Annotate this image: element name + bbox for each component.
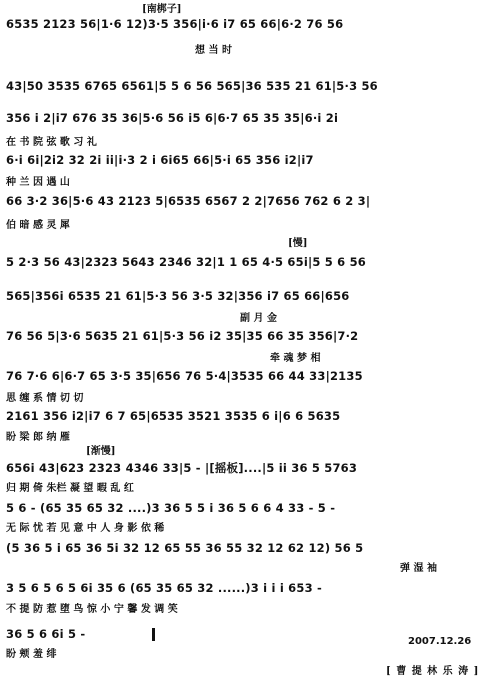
notation-line-15: 36 5 6 6i 5 -	[6, 627, 86, 641]
lyrics-line-5: 伯 暗 感 灵 犀	[6, 220, 70, 231]
lyrics-line-4: 种 兰 因 遇 山	[6, 177, 70, 188]
notation-line-6: 5 2·3 56 43|2323 5643 2346 32|1 1 65 4·5 65i|5 5 6 56	[6, 255, 366, 269]
lyrics-line-13: 弹 湿 袖	[400, 563, 437, 574]
lyrics-line-7: 副 月 金	[240, 313, 277, 324]
notation-line-14: 3 5 6 5 6 5 6i 35 6 (65 35 65 32 ......)3 i i i 653 -	[6, 581, 322, 595]
lyrics-line-1: 想 当 时	[195, 45, 232, 56]
notation-line-1: 6535 2123 56|1·6 12)3·5 356|i·6 i7 65 66|6·2 76 56	[6, 17, 344, 31]
notation-line-3: 356 i 2|i7 676 35 36|5·6 56 i5 6|6·7 65 35 35|6·i 2i	[6, 111, 339, 125]
notation-line-13: (5 36 5 i 65 36 5i 32 12 65 55 36 55 32 12 62 12) 56 5	[6, 541, 364, 555]
credit-signature: [ 曹 提 林 乐 涛 ]	[386, 666, 480, 677]
lyrics-line-14: 不 提 防 惹 堕 鸟 惊 小 宁 馨 发 调 笑	[6, 604, 178, 615]
notation-line-9: 76 7·6 6|6·7 65 3·5 35|656 76 5·4|3535 66 44 33|2135	[6, 369, 363, 383]
lyrics-line-9: 思 缠 系 情 切 切	[6, 393, 84, 404]
notation-line-2: 43|50 3535 6765 6561|5 5 6 56 565|36 535 21 61|5·3 56	[6, 79, 378, 93]
lyrics-line-12: 无 际 忧 若 见 意 中 人 身 影 依 稀	[6, 523, 165, 534]
final-barline	[152, 628, 155, 641]
lyrics-line-3: 在 书 院 弦 歌 习 礼	[6, 137, 97, 148]
notation-line-10: 2161 356 i2|i7 6 7 65|6535 3521 3535 6 i|6 6 5635	[6, 409, 341, 423]
tempo-marker-slow: [慢]	[288, 238, 308, 249]
date-stamp: 2007.12.26	[408, 636, 472, 647]
notation-line-4: 6·i 6i|2i2 32 2i ii|i·3 2 i 6i65 66|5·i 65 356 i2|i7	[6, 153, 314, 167]
notation-line-11: 656i 43|623 2323 4346 33|5 - |[摇板]....|5 ii 36 5 5763	[6, 461, 358, 475]
notation-line-7: 565|356i 6535 21 61|5·3 56 3·5 32|356 i7 65 66|656	[6, 289, 350, 303]
lyrics-line-11: 归 期 倚 朱栏 凝 望 暇 乱 红	[6, 483, 134, 494]
notation-line-8: 76 56 5|3·6 5635 21 61|5·3 56 i2 35|35 66 35 356|7·2	[6, 329, 359, 343]
tempo-marker-nanbangzi: [南梆子]	[142, 4, 182, 15]
tempo-marker-gradual-slow: [渐慢]	[86, 446, 116, 457]
notation-line-12: 5 6 - (65 35 65 32 ....)3 36 5 5 i 36 5 6 6 4 33 - 5 -	[6, 501, 336, 515]
notation-line-5: 66 3·2 36|5·6 43 2123 5|6535 6567 2 2|7656 762 6 2 3|	[6, 194, 371, 208]
lyrics-line-15: 盼 颊 羞 绯	[6, 649, 57, 660]
lyrics-line-10: 盼 梁 郎 纳 雁	[6, 432, 70, 443]
lyrics-line-8: 牵 魂 梦 相	[270, 353, 321, 364]
